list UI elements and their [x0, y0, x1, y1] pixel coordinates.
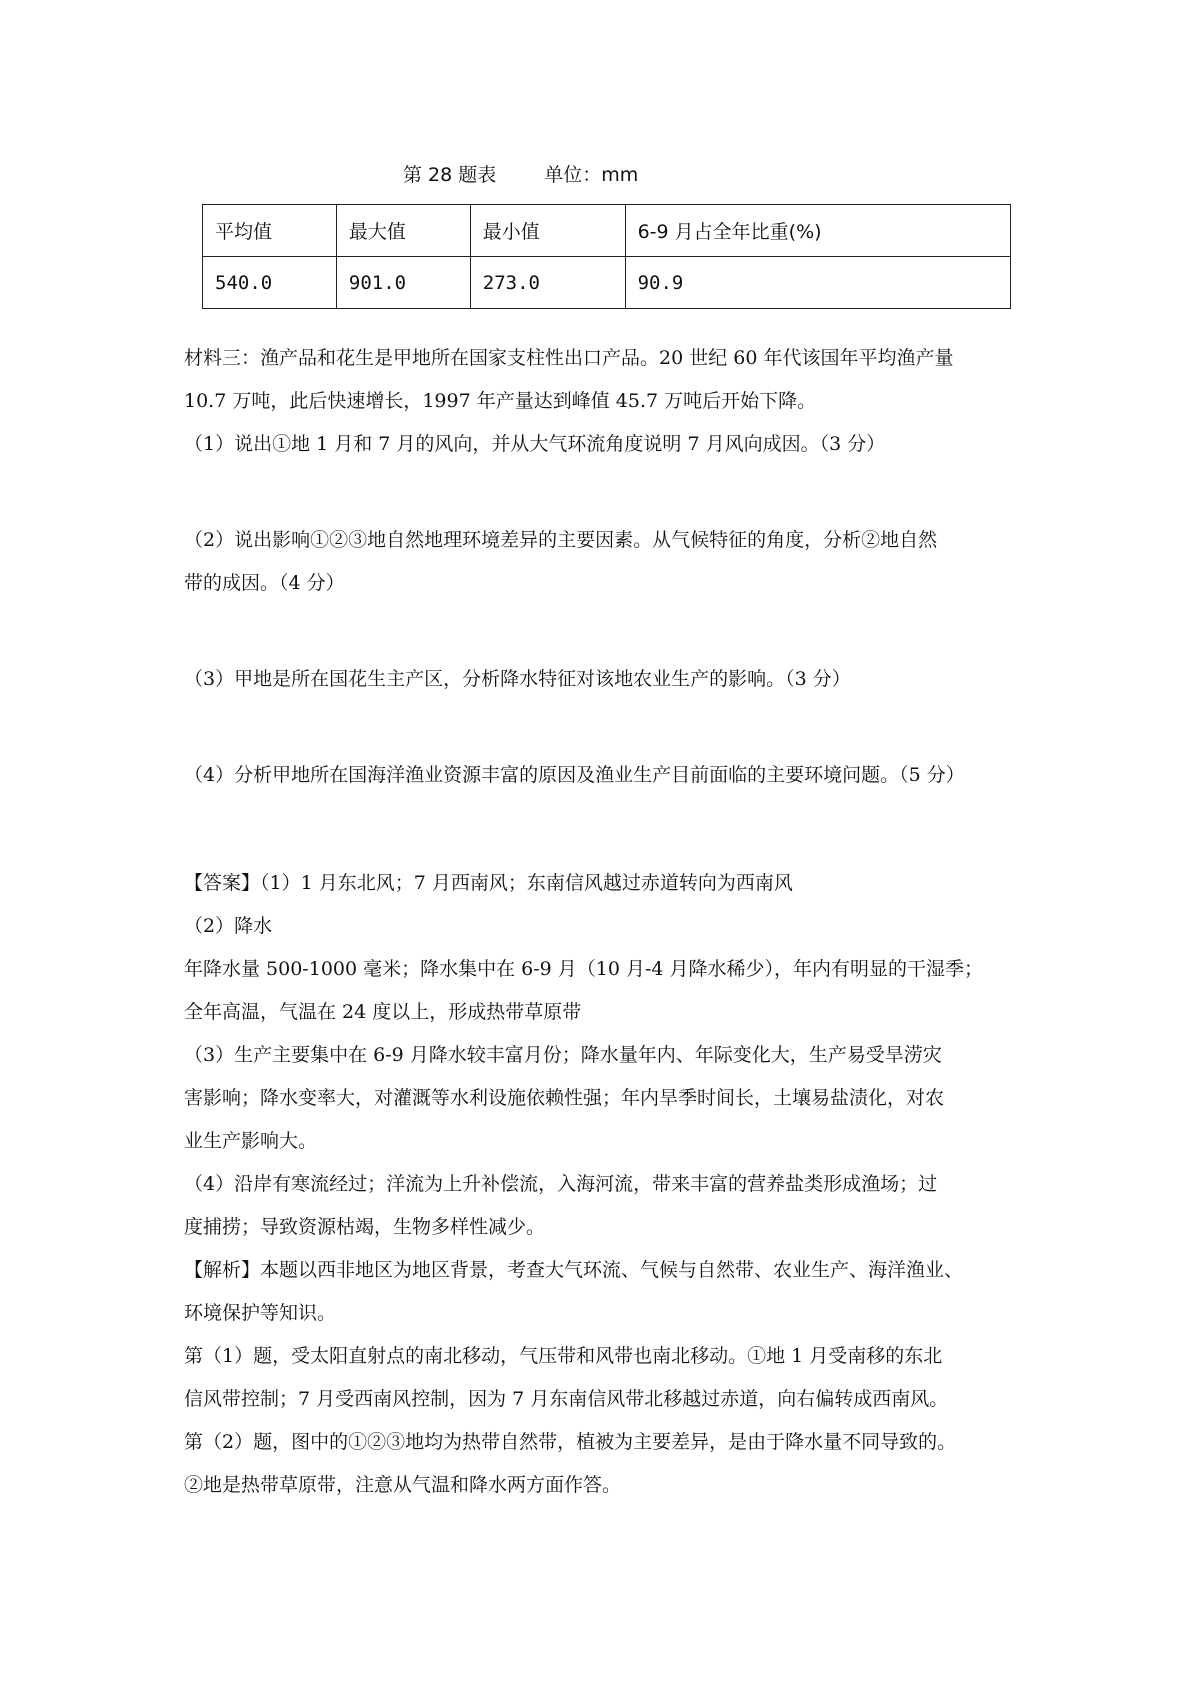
answer-2-head: （2）降水 [184, 915, 273, 937]
table-header-row [203, 205, 1011, 257]
header-cell-mean: 平均值 [203, 205, 337, 257]
answer-tag: 【答案】 [184, 872, 261, 894]
material-line: 材料三：渔产品和花生是甲地所在国家支柱性出口产品。20 世纪 60 年代该国年平均渔产量 [184, 347, 954, 369]
answer-section [184, 862, 1024, 1507]
material-line: 10.7 万吨，此后快速增长，1997 年产量达到峰值 45.7 万吨后开始下降。 [184, 390, 817, 412]
analysis-tag: 【解析】 [184, 1259, 261, 1281]
value-cell-min: 273.0 [470, 257, 625, 309]
answer-1-text: （1）1 月东北风；7 月西南风；东南信风越过赤道转向为西南风 [260, 872, 793, 894]
analysis-line: ②地是热带草原带，注意从气温和降水两方面作答。 [184, 1474, 622, 1496]
header-cell-max: 最大值 [336, 205, 470, 257]
answer-2-line: 全年高温，气温在 24 度以上，形成热带草原带 [184, 1001, 582, 1023]
question-3: （3）甲地是所在国花生主产区，分析降水特征对该地农业生产的影响。（3 分） [184, 668, 851, 690]
answer-3-line: （3）生产主要集中在 6-9 月降水较丰富月份；降水量年内、年际变化大，生产易受旱涝灾 [184, 1044, 942, 1066]
answer-4-line: 度捕捞；导致资源枯竭，生物多样性减少。 [184, 1216, 546, 1238]
answer-2-line: 年降水量 500-1000 毫米；降水集中在 6-9 月（10 月-4 月降水稀少），年内有明显的干湿季； [184, 958, 984, 980]
analysis-line: 第（2）题，图中的①②③地均为热带自然带，植被为主要差异，是由于降水量不同导致的。 [184, 1431, 957, 1453]
answer-3-line: 害影响；降水变率大，对灌溉等水利设施依赖性强；年内旱季时间长，土壤易盐渍化，对农 [184, 1087, 945, 1109]
question-section [184, 337, 1024, 797]
analysis-line: 第（1）题，受太阳直射点的南北移动，气压带和风带也南北移动。①地 1 月受南移的东北 [184, 1345, 943, 1367]
table-unit: 单位：mm [544, 164, 639, 186]
analysis-intro [184, 1249, 1024, 1292]
analysis-intro-text: 本题以西非地区为地区背景，考查大气环流、气候与自然带、农业生产、海洋渔业、 [260, 1259, 964, 1281]
answer-4-line: （4）沿岸有寒流经过；洋流为上升补偿流，入海河流，带来丰富的营养盐类形成渔场；过 [184, 1173, 938, 1195]
question-2-cont: 带的成因。（4 分） [184, 572, 345, 594]
rainfall-table [202, 204, 1011, 309]
question-4: （4）分析甲地所在国海洋渔业资源丰富的原因及渔业生产目前面临的主要环境问题。（5 分） [184, 764, 965, 786]
question-2: （2）说出影响①②③地自然地理环境差异的主要因素。从气候特征的角度，分析②地自然 [184, 529, 938, 551]
answer-1 [184, 862, 1024, 905]
value-cell-mean: 540.0 [203, 257, 337, 309]
table-row [203, 257, 1011, 309]
table-title: 第 28 题表 [403, 164, 497, 186]
value-cell-max: 901.0 [336, 257, 470, 309]
analysis-line: 环境保护等知识。 [184, 1302, 337, 1324]
question-1: （1）说出①地 1 月和 7 月的风向，并从大气环流角度说明 7 月风向成因。（3 分） [184, 433, 886, 455]
value-cell-share: 90.9 [625, 257, 1010, 309]
analysis-line: 信风带控制；7 月受西南风控制，因为 7 月东南信风带北移越过赤道，向右偏转成西南风。 [184, 1388, 949, 1410]
header-cell-min: 最小值 [470, 205, 625, 257]
table-caption [403, 160, 638, 187]
answer-3-line: 业生产影响大。 [184, 1130, 318, 1152]
header-cell-share: 6-9 月占全年比重(%) [625, 205, 1010, 257]
